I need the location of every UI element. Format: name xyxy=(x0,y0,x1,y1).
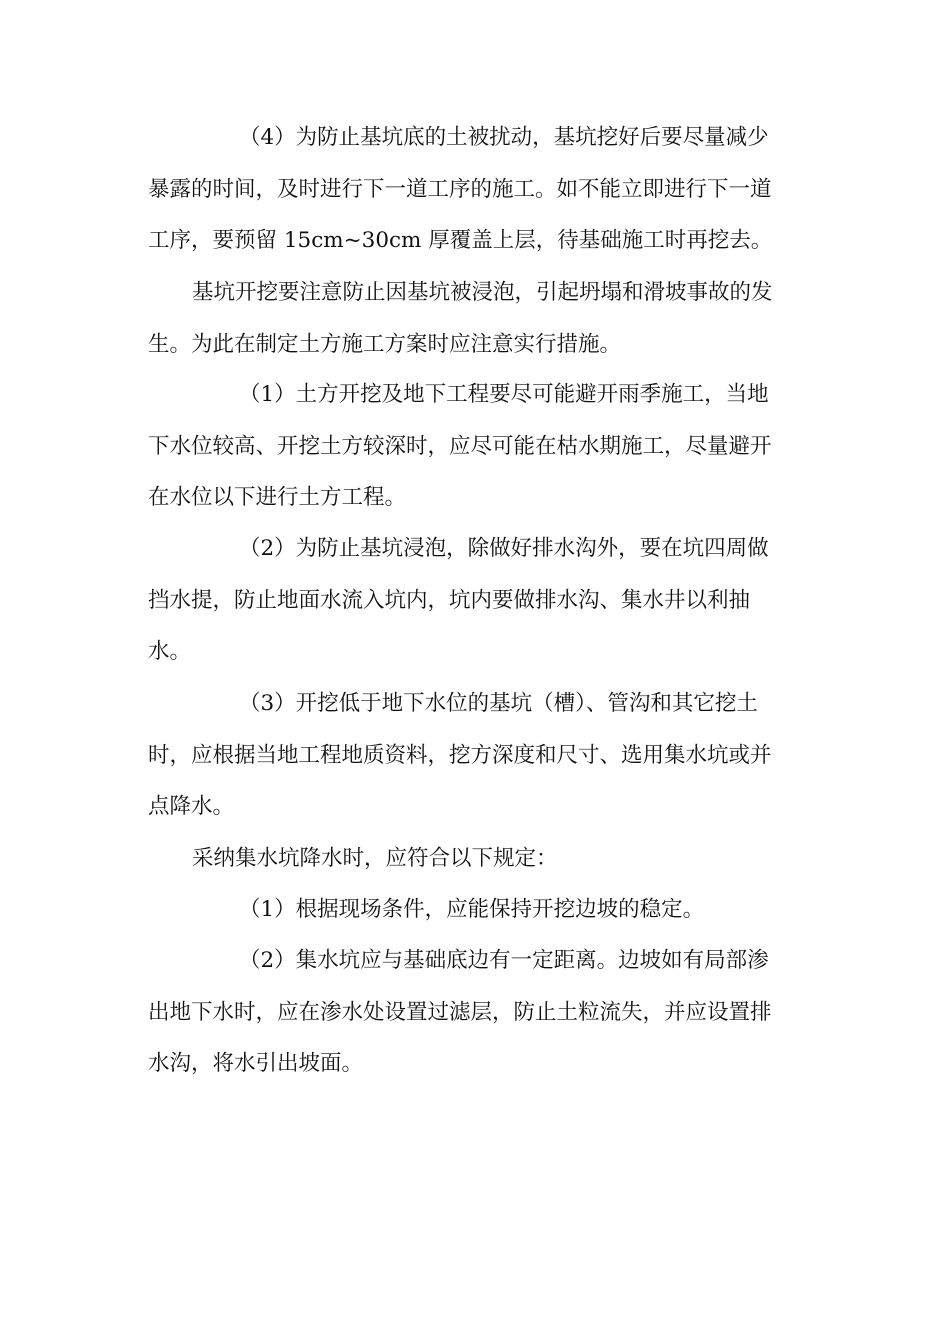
text-line: 点降水。 xyxy=(148,794,235,819)
text-line: 水。 xyxy=(148,639,192,664)
text-line: 生。为此在制定土方施工方案时应注意实行措施。 xyxy=(148,331,622,357)
text-line: 基坑开挖要注意防止因基坑被浸泡，引起坍塌和滑坡事故的发 xyxy=(192,280,773,305)
text-line: 时，应根据当地工程地质资料，挖方深度和尺寸、选用集水坑或并 xyxy=(148,742,772,768)
paragraph-drainage-ditch xyxy=(148,523,800,678)
text-line: （1）根据现场条件，应能保持开挖边坡的稳定。 xyxy=(239,897,705,922)
text-line: 工序，要预留 15cm~30cm 厚覆盖上层，待基础施工时再挖去。 xyxy=(148,228,773,253)
text-line: （2）集水坑应与基础底边有一定距离。边坡如有局部渗 xyxy=(239,948,769,973)
paragraph-pit-disturbance xyxy=(148,112,800,267)
text-line: 采纳集水坑降水时，应符合以下规定： xyxy=(192,846,558,871)
text-line: （2）为防止基坑浸泡，除做好排水沟外，要在坑四周做 xyxy=(239,536,769,561)
text-line: 挡水提，防止地面水流入坑内，坑内要做排水沟、集水井以利抽 xyxy=(148,587,751,613)
text-line: 水沟，将水引出坡面。 xyxy=(148,1051,364,1076)
text-line: 下水位较高、开挖土方较深时，应尽可能在枯水期施工，尽量避开 xyxy=(148,433,772,459)
paragraph-avoid-rainy-season xyxy=(148,369,800,524)
text-line: （1）土方开挖及地下工程要尽可能避开雨季施工，当地 xyxy=(239,382,769,407)
paragraph-rule-1 xyxy=(148,884,800,936)
paragraph-dewatering xyxy=(148,678,800,833)
text-line: （4）为防止基坑底的土被扰动，基坑挖好后要尽量减少 xyxy=(239,125,769,150)
text-line: （3）开挖低于地下水位的基坑（槽）、管沟和其它挖土 xyxy=(239,691,758,716)
paragraph-rule-2 xyxy=(148,935,800,1090)
paragraph-soaking-prevention xyxy=(148,267,800,370)
text-line: 在水位以下进行土方工程。 xyxy=(148,485,407,510)
text-line: 暴露的时间，及时进行下一道工序的施工。如不能立即进行下一道 xyxy=(148,176,772,202)
text-line: 出地下水时，应在渗水处设置过滤层，防止土粒流失，并应设置排 xyxy=(148,999,772,1025)
paragraph-sump-rules-intro xyxy=(148,833,800,885)
